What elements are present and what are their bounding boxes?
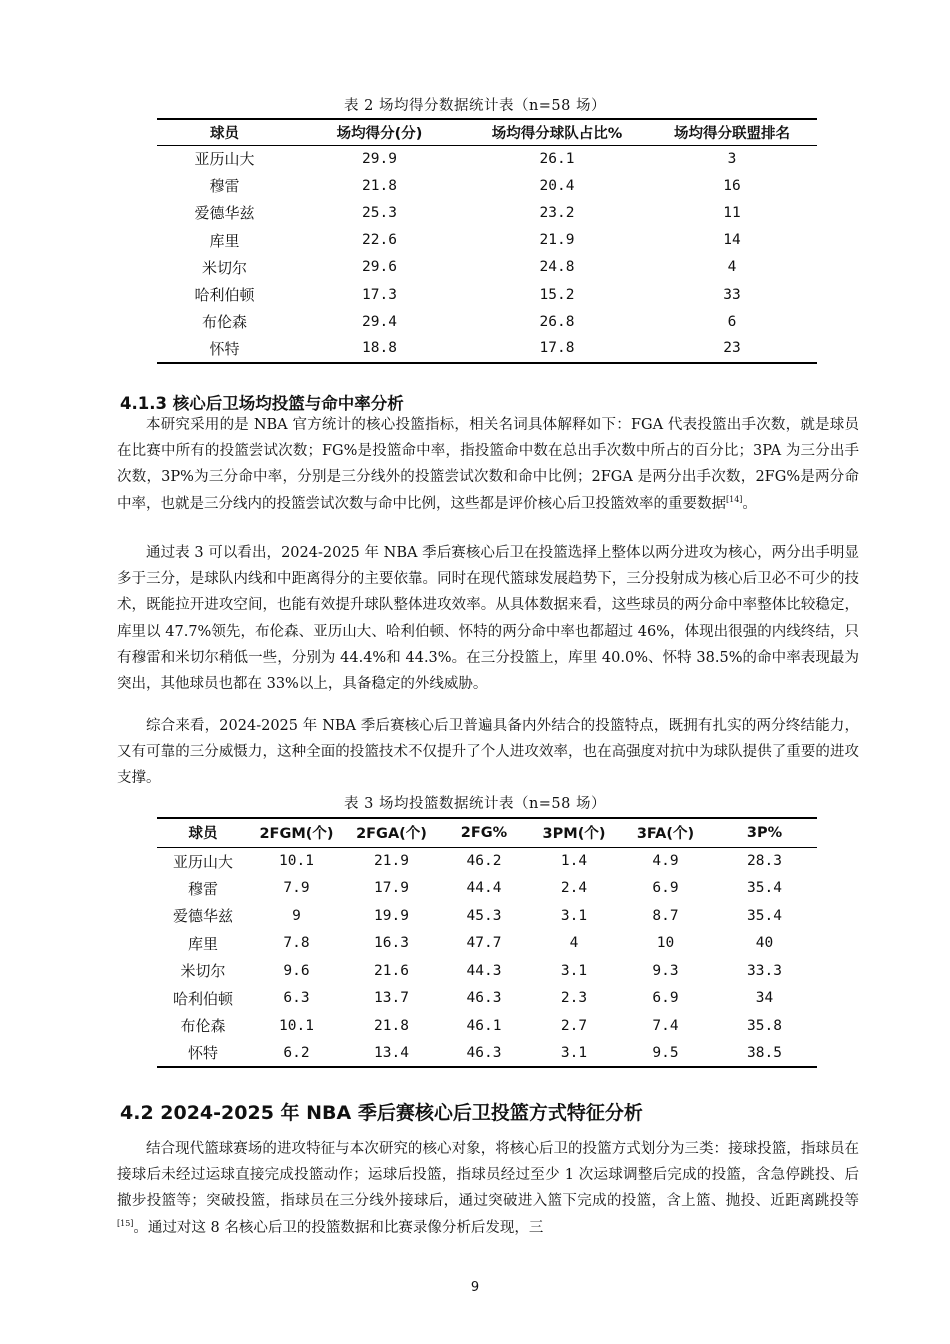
- table-cell: 34: [755, 990, 774, 1007]
- player-name: 哈利伯顿: [194, 286, 255, 305]
- player-name: 米切尔: [180, 962, 226, 981]
- table-cell: 10.1: [279, 1017, 314, 1034]
- table-cell: 21.6: [374, 962, 409, 979]
- table-cell: 9.3: [652, 962, 679, 979]
- player-name: 亚历山大: [194, 150, 255, 169]
- table-cell: 17.8: [467, 335, 647, 362]
- table-row: [157, 902, 817, 930]
- table2-header-row: [157, 119, 817, 145]
- table-cell: 3.1: [560, 907, 588, 924]
- table-cell: 33: [723, 286, 741, 303]
- table-cell: 3: [727, 150, 737, 167]
- table-cell: 7.9: [283, 880, 310, 897]
- table-cell: 9.6: [283, 962, 310, 979]
- table-row: [157, 957, 817, 985]
- paragraph-text: 本研究采用的是 NBA 官方统计的核心投篮指标，相关名词具体解释如下：FGA 代表投篮出手次数，就是球员在比赛中所有的投篮尝试次数；FG%是投篮命中率，指投篮命中数在总出手次数中所占的百分比；3PA 为三分出手次数，3P%为三分命中率，分别是三分线外的投篮尝试次数和命中比例；2FGA 是两分出手次数，2FG%是两分命中率，也就是三分线内的投篮尝试次数与命中比例，这些都是评价核心后卫投篮效率的重要数据: [117, 417, 859, 512]
- page-number: 9: [470, 1280, 480, 1295]
- table-cell: 7.8: [283, 935, 310, 952]
- section-heading-4-1-3: 4.1.3 核心后卫场均投篮与命中率分析: [120, 394, 404, 413]
- table-cell: 47.7: [466, 935, 502, 952]
- paragraph-text: 结合现代篮球赛场的进攻特征与本次研究的核心对象，将核心后卫的投篮方式划分为三类：接球投篮，指球员在接球后未经过运球直接完成投篮动作；运球后投篮，指球员经过至少 1 次运球调整后完成的投篮，含急停跳投、后撤步投篮等；突破投篮，指球员在三分线外接球后，通过突破进入篮下完成的投篮，含上篮、抛投、近距离跳投等: [117, 1141, 859, 1210]
- table2-scoring-stats: [157, 118, 817, 364]
- table2-header-cell: 场均得分(分): [292, 119, 467, 145]
- table-cell: 45.3: [466, 907, 502, 924]
- player-name: 爱德华兹: [172, 907, 233, 926]
- table-cell: 3.1: [529, 1040, 619, 1068]
- table-cell: 9: [292, 907, 301, 924]
- table-cell: 3.1: [560, 962, 588, 979]
- paragraph-analysis: 通过表 3 可以看出，2024-2025 年 NBA 季后赛核心后卫在投篮选择上整体以两分进攻为核心，两分出手明显多于三分，是球队内线和中距离得分的主要依靠。同时在现代篮球发展趋势下，三分投射成为核心后卫必不可少的技术，既能拉开进攻空间，也能有效提升球队整体进攻效率。从具体数据来看，这些球员的两分命中率整体比较稳定，库里以 47.7%领先，布伦森、亚历山大、哈利伯顿、怀特的两分命中率也都超过 46%，体现出很强的内线终结，只有穆雷和米切尔稍低一些，分别为 44.4%和 44.3%。在三分投篮上，库里 40.0%、怀特 38.5%的命中率表现最为突出，其他球员也都在 33%以上，具备稳定的外线威胁。: [117, 545, 859, 693]
- table-row: [157, 199, 817, 226]
- table-cell: 46.1: [466, 1017, 502, 1034]
- table-cell: 21.9: [539, 232, 575, 249]
- player-name: 穆雷: [209, 177, 240, 196]
- table-cell: 17.3: [362, 286, 397, 303]
- table-cell: 44.3: [466, 962, 502, 979]
- table-cell: 16.3: [374, 935, 409, 952]
- citation-ref: [15]: [117, 1218, 134, 1228]
- table3-header-cell: 球员: [157, 818, 249, 847]
- table-cell: 18.8: [292, 335, 467, 362]
- table-cell: 21.8: [374, 1017, 409, 1034]
- player-name: 布伦森: [180, 1017, 226, 1036]
- player-name: 布伦森: [201, 313, 247, 332]
- table-cell: 7.4: [652, 1017, 679, 1034]
- table3-header-cell: 2FGM(个): [249, 818, 344, 847]
- paragraph-shot-types: [117, 1136, 859, 1241]
- player-name: 怀特: [157, 335, 292, 362]
- table-cell: 13.4: [344, 1040, 439, 1068]
- table-cell: 35.4: [747, 880, 782, 897]
- table3-shooting-stats: [157, 817, 817, 1068]
- table-cell: 29.6: [362, 259, 397, 276]
- table-cell: 26.1: [539, 150, 575, 167]
- table3-header-cell: 2FGA(个): [344, 818, 439, 847]
- table-cell: 40: [755, 935, 774, 952]
- table-cell: 10.1: [279, 853, 314, 869]
- table-cell: 19.9: [374, 907, 409, 924]
- player-name: 怀特: [157, 1040, 249, 1068]
- table3-header-cell: 3PM(个): [529, 818, 619, 847]
- table-cell: 23.2: [539, 204, 575, 221]
- table-cell: 46.3: [466, 990, 502, 1007]
- table-row: [157, 930, 817, 958]
- paragraph-text: 。通过对这 8 名核心后卫的投篮数据和比赛录像分析后发现，三: [133, 1219, 544, 1236]
- table-row: [157, 308, 817, 335]
- section-heading-4-2: 4.2 2024-2025 年 NBA 季后赛核心后卫投篮方式特征分析: [120, 1102, 643, 1124]
- table-cell: 44.4: [466, 880, 502, 897]
- table-cell: 2.4: [560, 880, 588, 897]
- table-cell: 6.9: [652, 990, 679, 1007]
- player-name: 哈利伯顿: [172, 989, 233, 1008]
- player-name: 爱德华兹: [194, 204, 255, 223]
- table-cell: 11: [723, 204, 741, 221]
- table-row: [157, 847, 817, 875]
- player-name: 米切尔: [201, 258, 247, 277]
- paragraph-definitions: [117, 412, 859, 517]
- table-cell: 4: [569, 935, 579, 952]
- table-cell: 38.5: [712, 1040, 817, 1068]
- table-row: [157, 335, 817, 362]
- table-row: [157, 254, 817, 281]
- table-cell: 17.9: [374, 880, 409, 897]
- table2-header-cell: 场均得分联盟排名: [647, 119, 817, 145]
- table-row: [157, 985, 817, 1013]
- paragraph-text: 。: [742, 495, 757, 512]
- table-cell: 6.9: [652, 880, 679, 897]
- table-cell: 15.2: [539, 286, 575, 303]
- table-cell: 9.5: [619, 1040, 712, 1068]
- table-cell: 29.9: [362, 150, 397, 167]
- table-row: [157, 1040, 817, 1068]
- table-cell: 13.7: [374, 990, 409, 1007]
- citation-ref: [14]: [726, 494, 743, 504]
- table-cell: 2.3: [560, 990, 588, 1007]
- table-cell: 6.2: [249, 1040, 344, 1068]
- table-cell: 46.3: [439, 1040, 529, 1068]
- table3-header-cell: 2FG%: [439, 818, 529, 847]
- table2-header-cell: 球员: [157, 119, 292, 145]
- table-cell: 10: [656, 935, 675, 952]
- table-cell: 4.9: [652, 853, 679, 869]
- table-cell: 6: [727, 313, 737, 330]
- player-name: 穆雷: [187, 879, 218, 898]
- table-cell: 28.3: [747, 853, 782, 869]
- table-row: [157, 875, 817, 903]
- player-name: 库里: [209, 231, 240, 250]
- table-cell: 21.9: [374, 853, 409, 869]
- table3-header-cell: 3P%: [712, 818, 817, 847]
- table-row: [157, 227, 817, 254]
- table-row: [157, 1012, 817, 1040]
- table-cell: 2.7: [560, 1017, 588, 1034]
- table-cell: 29.4: [362, 313, 397, 330]
- table-cell: 25.3: [362, 204, 397, 221]
- table-cell: 1.4: [560, 853, 588, 869]
- table-cell: 23: [647, 335, 817, 362]
- table-cell: 26.8: [539, 313, 575, 330]
- table3-caption: 表 3 场均投篮数据统计表（n=58 场）: [344, 796, 606, 812]
- player-name: 亚历山大: [172, 852, 233, 871]
- table-cell: 46.2: [466, 853, 502, 869]
- table-cell: 16: [723, 177, 741, 194]
- table-cell: 20.4: [539, 177, 575, 194]
- table3-header-cell: 3FA(个): [619, 818, 712, 847]
- player-name: 库里: [187, 934, 218, 953]
- table-cell: 24.8: [539, 259, 575, 276]
- table2-caption: 表 2 场均得分数据统计表（n=58 场）: [344, 98, 606, 114]
- table-cell: 33.3: [747, 962, 782, 979]
- table-cell: 14: [723, 232, 741, 249]
- table-cell: 35.8: [747, 1017, 782, 1034]
- table-cell: 6.3: [283, 990, 310, 1007]
- table-row: [157, 172, 817, 199]
- table3-header-row: [157, 818, 817, 847]
- table-cell: 21.8: [362, 177, 397, 194]
- table-cell: 22.6: [362, 232, 397, 249]
- table-cell: 35.4: [747, 907, 782, 924]
- table-row: [157, 145, 817, 172]
- table2-header-cell: 场均得分球队占比%: [467, 119, 647, 145]
- paragraph-summary: 综合来看，2024-2025 年 NBA 季后赛核心后卫普遍具备内外结合的投篮特点，既拥有扎实的两分终结能力，又有可靠的三分威慑力，这种全面的投篮技术不仅提升了个人进攻效率，也在高强度对抗中为球队提供了重要的进攻支撑。: [117, 718, 859, 787]
- table-row: [157, 281, 817, 308]
- table-cell: 8.7: [652, 907, 679, 924]
- table-cell: 4: [727, 259, 737, 276]
